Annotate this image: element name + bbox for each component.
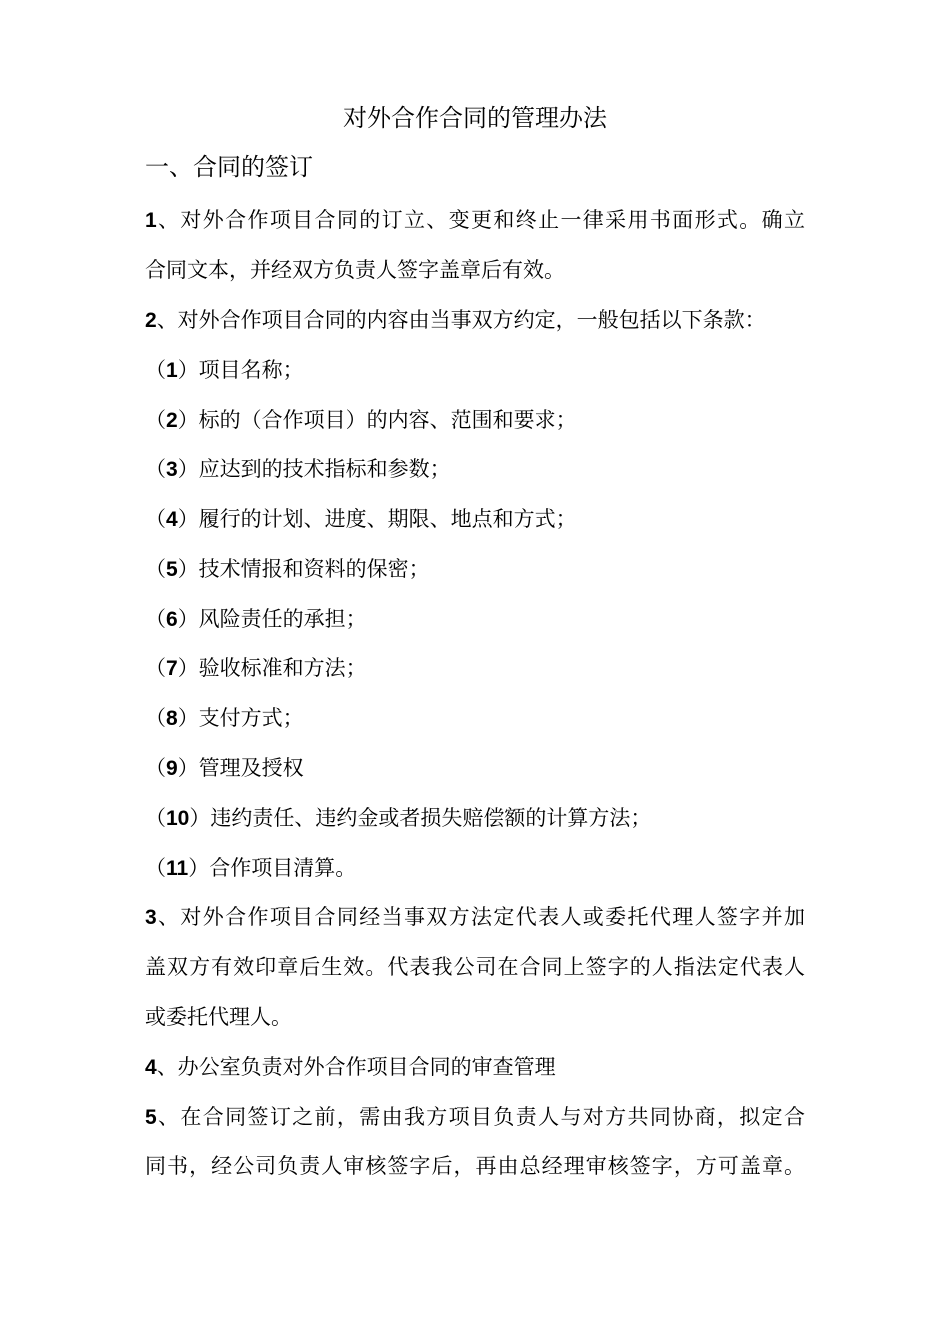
list-item-number: 7 <box>166 657 178 680</box>
paragraph-number: 4 <box>145 1056 157 1079</box>
list-item-open-paren: （ <box>145 358 166 382</box>
list-item-8 <box>145 703 304 734</box>
list-item-4 <box>145 504 577 535</box>
section-heading: 一、合同的签订 <box>145 153 313 181</box>
paragraph-2 <box>145 305 766 336</box>
list-item-number: 11 <box>166 857 189 880</box>
paragraph-number: 3 <box>145 906 157 929</box>
list-item-number: 4 <box>166 508 178 531</box>
paragraph-text: 、对外合作项目合同经当事双方法定代表人或委托代理人签字并加 <box>156 905 805 929</box>
list-item-9 <box>145 753 304 784</box>
list-item-open-paren: （ <box>145 557 166 581</box>
paragraph-text: 、对外合作项目合同的内容由当事双方约定，一般包括以下条款： <box>156 308 766 332</box>
list-item-text: ）技术情报和资料的保密； <box>177 557 430 581</box>
list-item-11 <box>145 853 356 884</box>
list-item-2 <box>145 405 577 436</box>
list-item-open-paren: （ <box>145 706 166 730</box>
paragraph-text: 、在合同签订之前，需由我方项目负责人与对方共同协商，拟定合 <box>156 1105 805 1129</box>
list-item-text: ）验收标准和方法； <box>177 656 367 680</box>
paragraph-3-line-1 <box>145 902 805 933</box>
list-item-open-paren: （ <box>145 457 166 481</box>
list-item-open-paren: （ <box>145 856 166 880</box>
list-item-number: 1 <box>166 359 178 382</box>
paragraph-number: 1 <box>145 209 157 232</box>
list-item-number: 9 <box>166 757 178 780</box>
list-item-open-paren: （ <box>145 756 166 780</box>
list-item-number: 2 <box>166 409 178 432</box>
list-item-10 <box>145 803 651 834</box>
list-item-6 <box>145 604 367 635</box>
list-item-open-paren: （ <box>145 806 166 830</box>
paragraph-5-line-1 <box>145 1102 805 1133</box>
paragraph-1-line-1 <box>145 205 805 236</box>
list-item-number: 8 <box>166 707 178 730</box>
paragraph-text: 、办公室负责对外合作项目合同的审查管理 <box>156 1055 556 1079</box>
list-item-3 <box>145 454 451 485</box>
list-item-text: ）履行的计划、进度、期限、地点和方式； <box>177 507 577 531</box>
paragraph-1-line-2: 合同文本，并经双方负责人签字盖章后有效。 <box>145 258 565 282</box>
list-item-open-paren: （ <box>145 607 166 631</box>
paragraph-number: 5 <box>145 1106 157 1129</box>
list-item-1 <box>145 355 304 386</box>
list-item-number: 6 <box>166 608 178 631</box>
list-item-number: 3 <box>166 458 178 481</box>
list-item-number: 5 <box>166 558 178 581</box>
paragraph-text: 、对外合作项目合同的订立、变更和终止一律采用书面形式。确立 <box>156 208 805 232</box>
list-item-text: ）支付方式； <box>177 706 304 730</box>
list-item-text: ）风险责任的承担； <box>177 607 367 631</box>
paragraph-number: 2 <box>145 309 157 332</box>
list-item-text: ）违约责任、违约金或者损失赔偿额的计算方法； <box>189 806 652 830</box>
list-item-text: ）应达到的技术指标和参数； <box>177 457 451 481</box>
list-item-open-paren: （ <box>145 656 166 680</box>
list-item-number: 10 <box>166 807 190 830</box>
list-item-text: ）项目名称； <box>177 358 304 382</box>
list-item-open-paren: （ <box>145 408 166 432</box>
list-item-text: ）管理及授权 <box>177 756 304 780</box>
document-title: 对外合作合同的管理办法 <box>343 104 607 132</box>
paragraph-3-line-3: 或委托代理人。 <box>145 1005 292 1029</box>
paragraph-5-line-2: 同书，经公司负责人审核签字后，再由总经理审核签字，方可盖章。 <box>145 1154 805 1178</box>
list-item-text: ）标的（合作项目）的内容、范围和要求； <box>177 408 577 432</box>
list-item-open-paren: （ <box>145 507 166 531</box>
list-item-7 <box>145 653 367 684</box>
list-item-5 <box>145 554 430 585</box>
paragraph-3-line-2: 盖双方有效印章后生效。代表我公司在合同上签字的人指法定代表人 <box>145 955 805 979</box>
paragraph-4 <box>145 1052 556 1083</box>
list-item-text: ）合作项目清算。 <box>188 856 357 880</box>
